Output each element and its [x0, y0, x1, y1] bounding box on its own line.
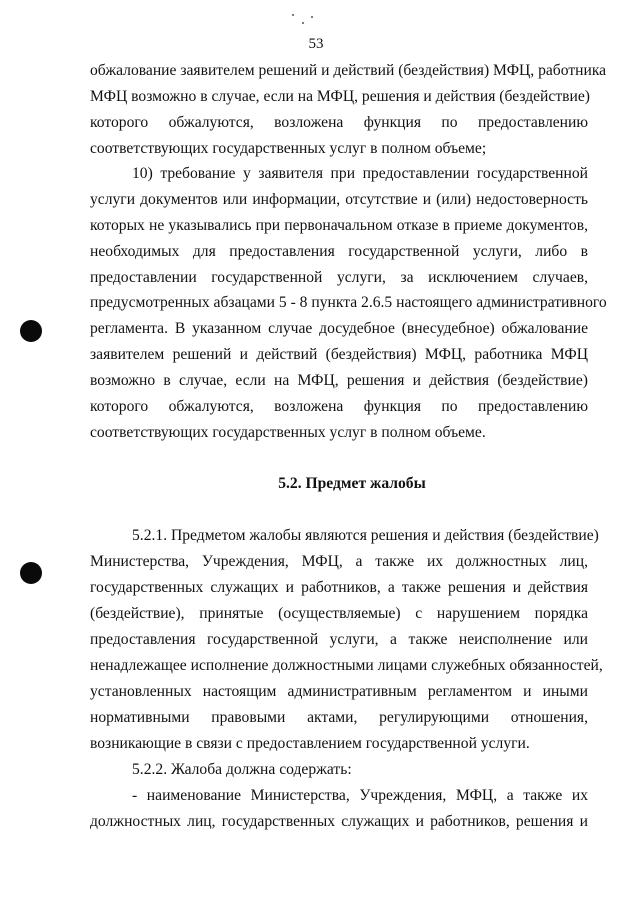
text-line: должностных лиц, государственных служащих и работников, решения и	[90, 813, 588, 830]
page-number: 53	[308, 36, 324, 52]
text-line: МФЦ возможно в случае, если на МФЦ, решения и действия (бездействие)	[90, 88, 590, 105]
punch-hole-upper	[20, 320, 42, 342]
section-heading: 5.2. Предмет жалобы	[278, 475, 426, 492]
text-line: предоставлении государственной услуги, за исключением случаев,	[90, 269, 588, 286]
text-line: необходимых для предоставления государственной услуги, либо в	[90, 243, 588, 260]
text-line: возникающие в связи с предоставлением государственной услуги.	[90, 735, 530, 752]
text-line: установленных настоящим административным регламентом и иными	[90, 683, 588, 700]
scan-speck	[302, 22, 304, 24]
text-line: Министерства, Учреждения, МФЦ, а также их должностных лиц,	[90, 553, 588, 570]
text-line: которого обжалуются, возложена функция по предоставлению	[90, 398, 588, 415]
text-line: регламента. В указанном случае досудебное (внесудебное) обжалование	[90, 320, 588, 337]
text-line: предоставления государственной услуги, а также неисполнение или	[90, 631, 588, 648]
text-line: (бездействие), принятые (осуществляемые) с нарушением порядка	[90, 605, 588, 622]
text-line: государственных служащих и работников, а также решения и действия	[90, 579, 588, 596]
scan-speck	[311, 16, 313, 18]
text-line: обжалование заявителем решений и действий (бездействия) МФЦ, работника	[90, 62, 607, 79]
text-line: 5.2.2. Жалоба должна содержать:	[132, 761, 352, 778]
text-line: которых не указывались при первоначальном отказе в приеме документов,	[90, 217, 588, 234]
text-line: нормативными правовыми актами, регулирующими отношения,	[90, 709, 588, 726]
text-line: возможно в случае, если на МФЦ, решения и действия (бездействие)	[90, 372, 588, 389]
text-line: заявителем решений и действий (бездействия) МФЦ, работника МФЦ	[90, 346, 588, 363]
text-line: ненадлежащее исполнение должностными лицами служебных обязанностей,	[90, 657, 603, 674]
text-line: которого обжалуются, возложена функция по предоставлению	[90, 114, 588, 131]
text-line: соответствующих государственных услуг в полном объеме.	[90, 424, 486, 441]
text-line: - наименование Министерства, Учреждения, МФЦ, а также их	[132, 787, 588, 804]
text-line: 5.2.1. Предметом жалобы являются решения и действия (бездействие)	[132, 527, 599, 544]
text-line: соответствующих государственных услуг в полном объеме;	[90, 140, 487, 157]
text-line: предусмотренных абзацами 5 - 8 пункта 2.6.5 настоящего административного	[90, 294, 607, 311]
text-line: услуги документов или информации, отсутствие и (или) недостоверность	[90, 191, 588, 208]
punch-hole-lower	[20, 562, 42, 584]
text-line: 10) требование у заявителя при предоставлении государственной	[132, 165, 588, 182]
scan-speck	[292, 14, 294, 16]
